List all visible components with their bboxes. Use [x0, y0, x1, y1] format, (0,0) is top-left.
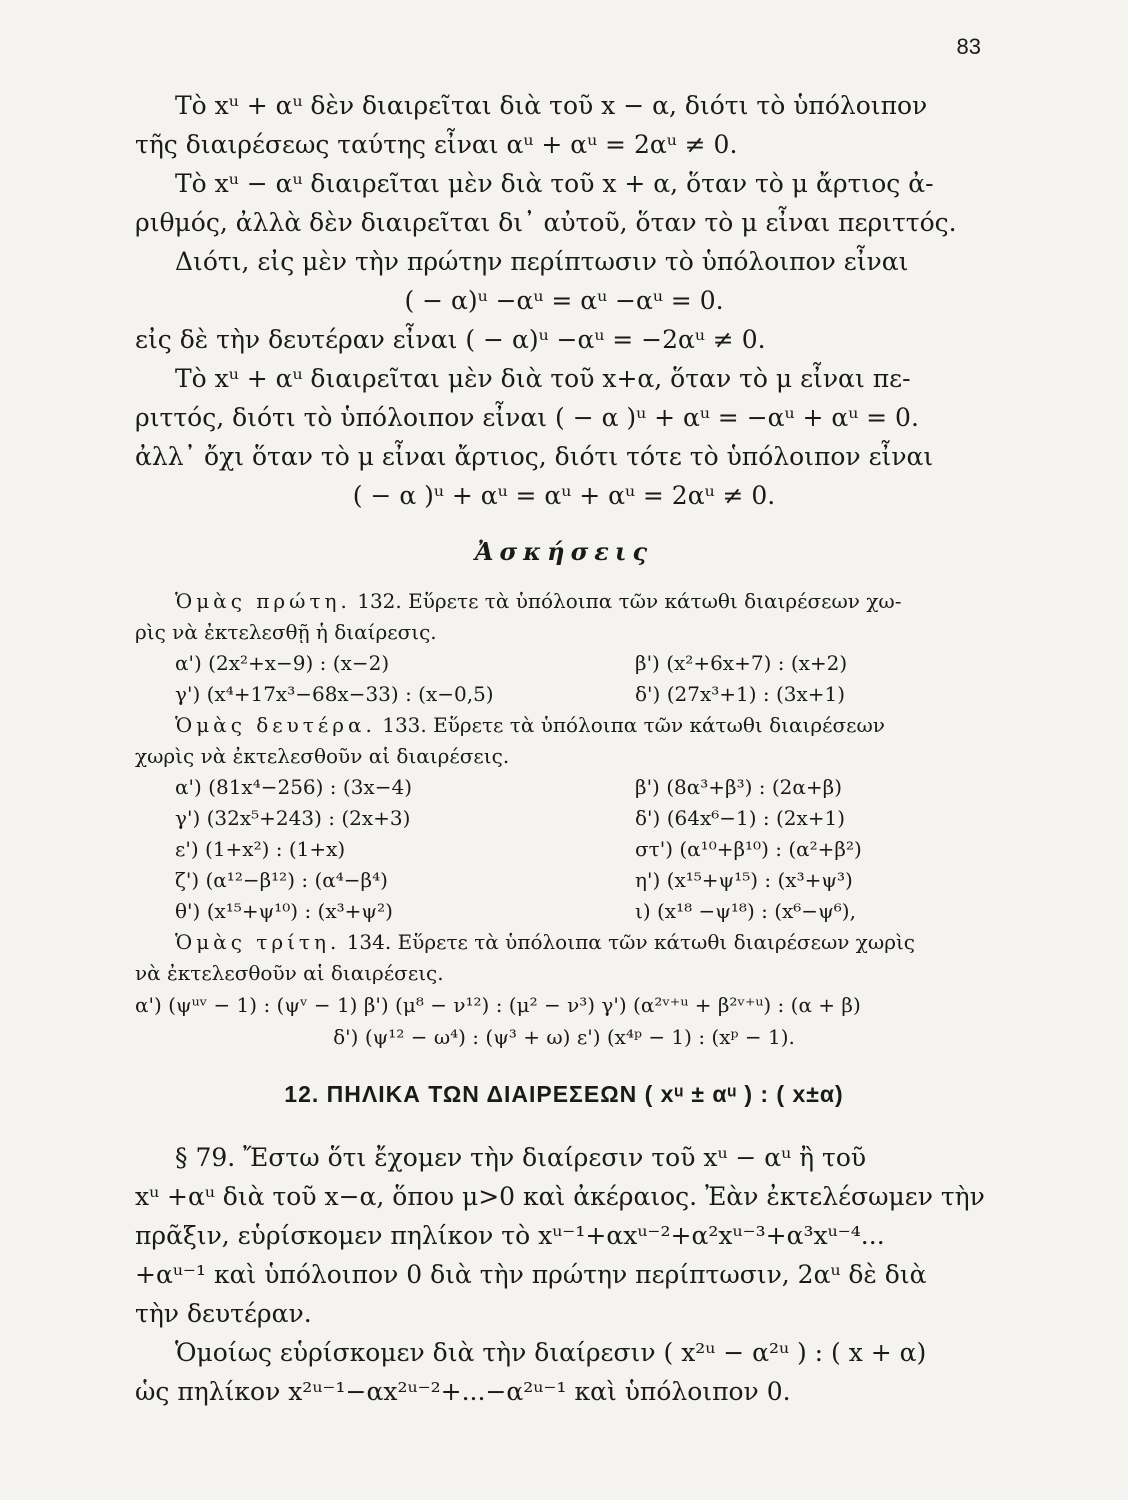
exercise-b: β') (x²+6x+7) : (x+2)	[635, 651, 848, 675]
exercise-row	[135, 803, 993, 834]
exercise-row: δ') (ψ¹² − ω⁴) : (ψ³ + ω) ε') (x⁴ᵖ − 1) : (xᵖ − 1).	[333, 1025, 795, 1049]
page-number: 83	[956, 34, 981, 59]
exercise-row: α') (ψᵘᵛ − 1) : (ψᵛ − 1) β') (μ⁸ − ν¹²) : (μ² − ν³) γ') (α²ᵛ⁺ᵘ + β²ᵛ⁺ᵘ) : (α + β)	[135, 993, 861, 1017]
text-line: ἀλλ᾿ ὄχι ὅταν τὸ μ εἶναι ἄρτιος, διότι τότε τὸ ὑπόλοιπον εἶναι	[135, 442, 934, 471]
group-intro-cont: ρὶς νὰ ἐκτελεσθῇ ἡ διαίρεσις.	[135, 620, 437, 644]
exercises-heading: Ἀσκήσεις	[474, 537, 654, 566]
exercise-row	[135, 896, 993, 927]
text-line: ριθμός, ἀλλὰ δὲν διαιρεῖται δι᾿ αὐτοῦ, ὅταν τὸ μ εἶναι περιττός.	[135, 208, 957, 237]
group-label: Ὁμὰς δευτέρα.	[175, 713, 376, 737]
exercise-b: δ') (64x⁶−1) : (2x+1)	[635, 806, 846, 830]
exercise-b: δ') (27x³+1) : (3x+1)	[635, 682, 846, 706]
paragraph-line: τὴν δευτέραν.	[135, 1299, 312, 1328]
group-intro: 132. Εὕρετε τὰ ὑπόλοιπα τῶν κάτωθι διαιρέσεων χω-	[357, 589, 902, 613]
exercise-b: στ') (α¹⁰+β¹⁰) : (α²+β²)	[635, 837, 862, 861]
exercise-b: η') (x¹⁵+ψ¹⁵) : (x³+ψ³)	[635, 868, 853, 892]
equation-line: ( − α )ᵘ + αᵘ = αᵘ + αᵘ = 2αᵘ ≠ 0.	[352, 481, 776, 510]
group-intro-cont: νὰ ἐκτελεσθοῦν αἱ διαιρέσεις.	[135, 961, 444, 985]
text-line: τῆς διαιρέσεως ταύτης εἶναι αᵘ + αᵘ = 2αᵘ ≠ 0.	[135, 130, 738, 159]
group-label: Ὁμὰς πρώτη.	[175, 589, 351, 613]
paragraph-line: ὡς πηλίκον x²ᵘ⁻¹−αx²ᵘ⁻²+...−α²ᵘ⁻¹ καὶ ὑπόλοιπον 0.	[135, 1377, 791, 1406]
page-content	[135, 86, 993, 1411]
exercise-row	[135, 772, 993, 803]
exercise-b: β') (8α³+β³) : (2α+β)	[635, 775, 843, 799]
exercise-row	[135, 865, 993, 896]
exercise-group-intro	[135, 710, 993, 741]
exercise-a: γ') (32x⁵+243) : (2x+3)	[175, 806, 411, 830]
paragraph-line: xᵘ +αᵘ διὰ τοῦ x−α, ὅπου μ>0 καὶ ἀκέραιος. Ἐὰν ἐκτελέσωμεν τὴν	[135, 1182, 985, 1211]
exercise-a: α') (81x⁴−256) : (3x−4)	[175, 775, 412, 799]
equation-line: ( − α)ᵘ −αᵘ = αᵘ −αᵘ = 0.	[404, 286, 724, 315]
exercise-row	[135, 834, 993, 865]
exercise-a: γ') (x⁴+17x³−68x−33) : (x−0,5)	[175, 682, 494, 706]
exercise-row	[135, 648, 993, 679]
group-intro-cont: χωρὶς νὰ ἐκτελεσθοῦν αἱ διαιρέσεις.	[135, 744, 510, 768]
text-line: Τὸ xᵘ + αᵘ διαιρεῖται μὲν διὰ τοῦ x+α, ὅταν τὸ μ εἶναι πε-	[175, 364, 911, 393]
exercise-row	[135, 679, 993, 710]
text-line: Τὸ xᵘ + αᵘ δὲν διαιρεῖται διὰ τοῦ x − α, διότι τὸ ὑπόλοιπον	[175, 91, 928, 120]
text-line: εἰς δὲ τὴν δευτέραν εἶναι ( − α)ᵘ −αᵘ = −2αᵘ ≠ 0.	[135, 325, 766, 354]
group-intro: 133. Εὕρετε τὰ ὑπόλοιπα τῶν κάτωθι διαιρέσεων	[382, 713, 885, 737]
exercise-group-intro	[135, 927, 993, 958]
paragraph-line: +αᵘ⁻¹ καὶ ὑπόλοιπον 0 διὰ τὴν πρώτην περίπτωσιν, 2αᵘ δὲ διὰ	[135, 1260, 927, 1289]
text-line: ριττός, διότι τὸ ὑπόλοιπον εἶναι ( − α )ᵘ + αᵘ = −αᵘ + αᵘ = 0.	[135, 403, 919, 432]
exercise-a: θ') (x¹⁵+ψ¹⁰) : (x³+ψ²)	[175, 899, 393, 923]
group-label: Ὁμὰς τρίτη.	[175, 930, 341, 954]
paragraph-line: § 79. Ἔστω ὅτι ἔχομεν τὴν διαίρεσιν τοῦ xᵘ − αᵘ ἢ τοῦ	[175, 1143, 867, 1172]
text-line: Τὸ xᵘ − αᵘ διαιρεῖται μὲν διὰ τοῦ x + α, ὅταν τὸ μ ἄρτιος ἀ-	[175, 169, 934, 198]
paragraph-line: Ὁμοίως εὑρίσκομεν διὰ τὴν διαίρεσιν ( x²ᵘ − α²ᵘ ) : ( x + α)	[175, 1338, 927, 1367]
exercise-b: ι) (x¹⁸ −ψ¹⁸) : (x⁶−ψ⁶),	[635, 899, 856, 923]
exercise-a: α') (2x²+x−9) : (x−2)	[175, 651, 390, 675]
exercise-group-intro	[135, 586, 993, 617]
paragraph-line: πρᾶξιν, εὑρίσκομεν πηλίκον τὸ xᵘ⁻¹+αxᵘ⁻²+α²xᵘ⁻³+α³xᵘ⁻⁴...	[135, 1221, 885, 1250]
exercise-a: ε') (1+x²) : (1+x)	[175, 837, 346, 861]
exercise-a: ζ') (α¹²−β¹²) : (α⁴−β⁴)	[175, 868, 388, 892]
text-line: Διότι, εἰς μὲν τὴν πρώτην περίπτωσιν τὸ ὑπόλοιπον εἶναι	[175, 247, 909, 276]
section-title: 12. ΠΗΛΙΚΑ ΤΩΝ ΔΙΑΙΡΕΣΕΩΝ ( xᵘ ± αᵘ ) : ( x±α)	[284, 1081, 844, 1107]
group-intro: 134. Εὕρετε τὰ ὑπόλοιπα τῶν κάτωθι διαιρέσεων χωρὶς	[346, 930, 915, 954]
